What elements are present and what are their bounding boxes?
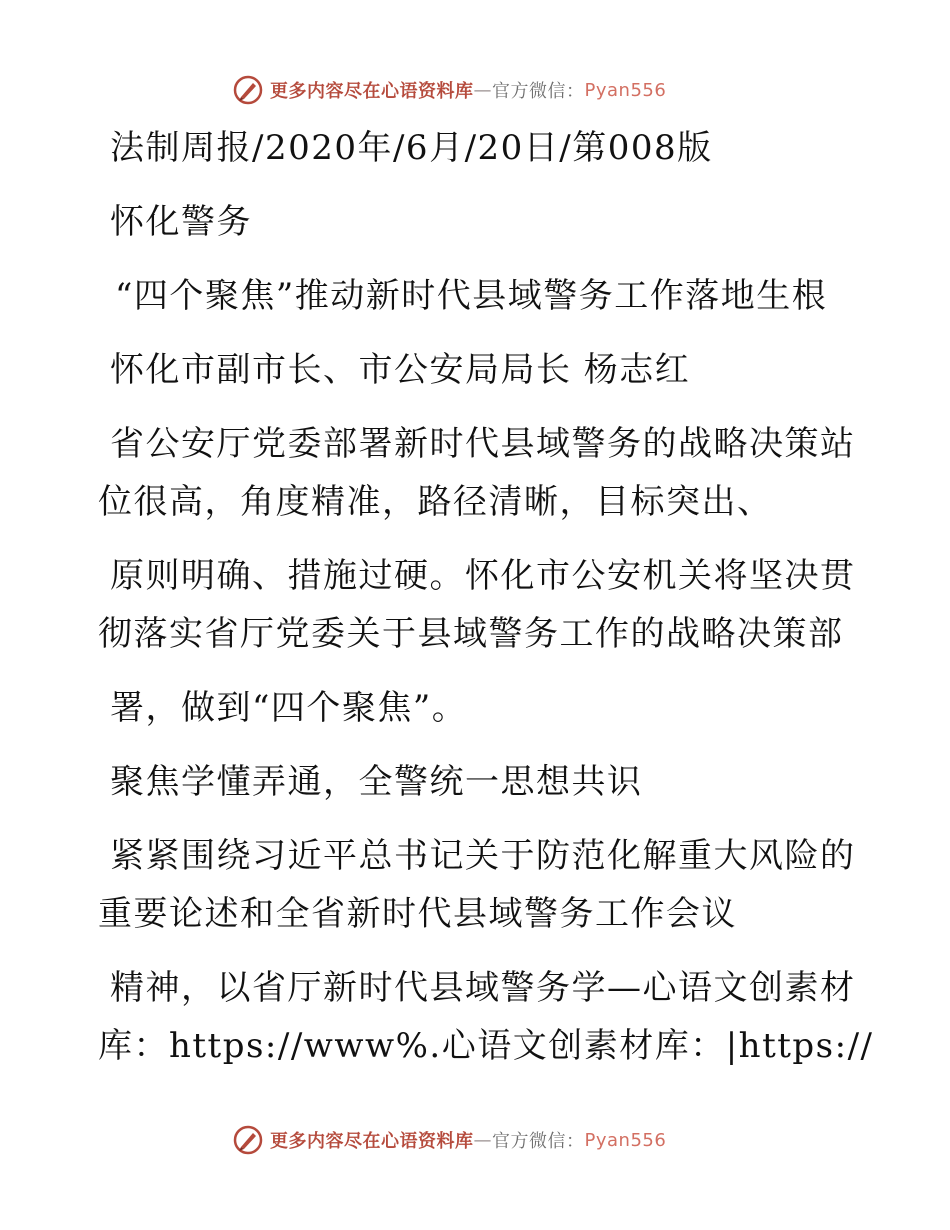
pen-logo-icon xyxy=(232,1124,264,1156)
watermark-wechat-id: Pyan556 xyxy=(584,1129,667,1151)
watermark-main-text: 更多内容尽在心语资料库 xyxy=(270,81,474,102)
watermark-footer xyxy=(232,1122,666,1158)
paragraph-line: 署，做到“四个聚焦”。 xyxy=(110,688,468,728)
paragraph-line: 省公安厅党委部署新时代县域警务的战略决策站 xyxy=(110,424,856,464)
article-title: “四个聚焦”推动新时代县域警务工作落地生根 xyxy=(115,276,828,316)
watermark-dash: — xyxy=(473,79,492,101)
paragraph-line: 彻落实省厅党委关于县域警务工作的战略决策部 xyxy=(98,614,844,654)
newspaper-source-line: 法制周报/2020年/6月/20日/第008版 xyxy=(110,128,713,168)
section-heading: 聚焦学懂弄通，全警统一思想共识 xyxy=(110,762,643,802)
paragraph-line: 位很高，角度精准，路径清晰，目标突出、 xyxy=(98,482,773,522)
section-label: 怀化警务 xyxy=(110,202,252,242)
watermark-main-text: 更多内容尽在心语资料库 xyxy=(270,1131,474,1152)
pen-logo-icon xyxy=(232,74,264,106)
watermark-header xyxy=(232,72,666,108)
watermark-official-label: 官方微信： xyxy=(492,1131,585,1152)
watermark-dash: — xyxy=(473,1129,492,1151)
paragraph-line: 重要论述和全省新时代县域警务工作会议 xyxy=(98,894,737,934)
paragraph-line: 原则明确、措施过硬。怀化市公安机关将坚决贯 xyxy=(110,556,856,596)
paragraph-line: 紧紧围绕习近平总书记关于防范化解重大风险的 xyxy=(110,836,856,876)
author-line: 怀化市副市长、市公安局局长 杨志红 xyxy=(110,350,691,390)
paragraph-line: 库：https://www%.心语文创素材库：|https:// xyxy=(98,1026,874,1066)
watermark-official-label: 官方微信： xyxy=(492,81,585,102)
watermark-wechat-id: Pyan556 xyxy=(584,79,667,101)
paragraph-line: 精神，以省厅新时代县域警务学—心语文创素材 xyxy=(110,968,856,1008)
